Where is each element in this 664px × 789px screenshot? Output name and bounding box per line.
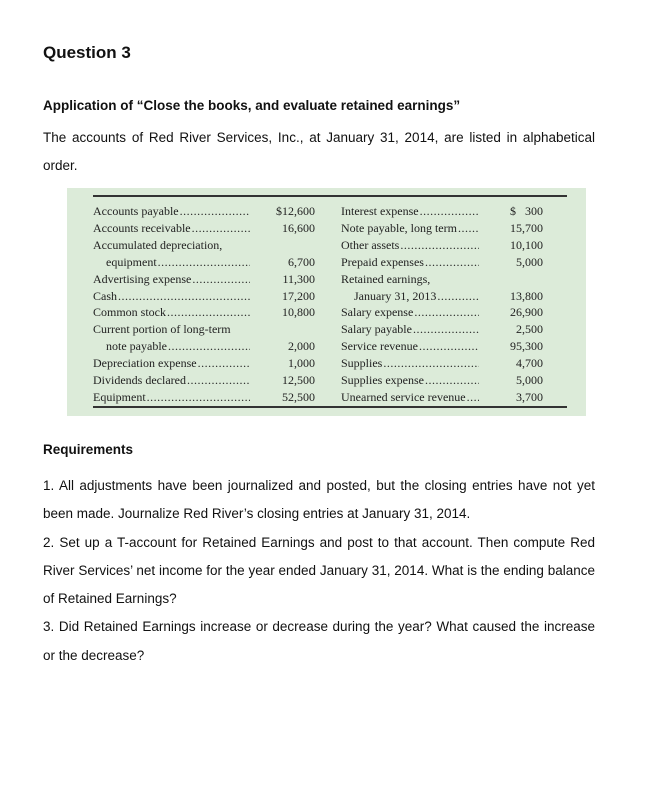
leader-dots: [192, 221, 250, 236]
account-label: [93, 356, 250, 371]
account-amount: 5,000: [516, 373, 543, 387]
account-name: Unearned service revenue: [341, 389, 466, 404]
account-name: Salary payable: [341, 322, 412, 337]
requirement-item: 1. All adjustments have been journalized and posted, but the closing entries have not yet been made. Journalize Red River’s closing entries at January 31, 2014.: [43, 478, 595, 522]
account-label: [106, 339, 250, 354]
account-label: [341, 221, 479, 236]
account-amount: $12,600: [276, 204, 315, 218]
account-amount: 13,800: [510, 288, 543, 303]
account-label: [106, 255, 250, 270]
account-label: [93, 272, 250, 287]
account-name: Supplies expense: [341, 373, 424, 387]
account-name: Cash: [93, 288, 117, 303]
account-amount: 16,600: [282, 220, 315, 235]
leader-dots: [180, 204, 250, 219]
account-name: Other assets: [341, 237, 400, 252]
account-name: Equipment: [93, 389, 146, 404]
account-amount: 1,000: [288, 356, 315, 371]
leader-dots: [192, 272, 250, 287]
leader-dots: [413, 322, 479, 337]
requirement-item: 2. Set up a T-account for Retained Earnings and post to that account. Then compute Red River Services’ net income for the year ended January 31, 2014. What is the ending balance of Retained Earnings?: [43, 534, 595, 607]
leader-dots: [420, 204, 479, 219]
account-amount: 5,000: [516, 254, 543, 269]
account-amount: 2,500: [516, 322, 543, 337]
requirement-item: 3. Did Retained Earnings increase or decrease during the year? What caused the increase or the decrease?: [43, 619, 595, 663]
leader-dots: [419, 339, 479, 354]
account-label: [341, 305, 479, 320]
account-amount: $ 300: [510, 204, 543, 218]
account-amount: 10,100: [510, 237, 543, 252]
account-name: Retained earnings,: [341, 271, 431, 286]
account-label: [354, 289, 479, 304]
account-amount: 26,900: [510, 305, 543, 320]
account-name: note payable: [106, 339, 167, 354]
account-amount: 95,300: [510, 339, 543, 354]
leader-dots: [118, 289, 250, 304]
leader-dots: [425, 255, 479, 270]
account-name: Current portion of long-term: [93, 322, 231, 337]
account-name: Interest expense: [341, 204, 419, 218]
requirements-heading: Requirements: [43, 442, 134, 457]
account-label: [341, 390, 479, 405]
account-label: [93, 289, 250, 304]
question-title: Question 3: [43, 43, 131, 62]
account-name: Depreciation expense: [93, 356, 197, 371]
account-name: Prepaid expenses: [341, 254, 424, 269]
account-name: Accumulated depreciation,: [93, 237, 223, 252]
account-label: [93, 390, 250, 405]
leader-dots: [467, 390, 479, 405]
table-bottom-rule: [93, 406, 567, 408]
account-name: Common stock: [93, 305, 167, 320]
account-amount: 11,300: [282, 271, 315, 286]
account-label: [341, 238, 479, 253]
account-label: [93, 322, 250, 337]
account-name: Accounts receivable: [93, 220, 191, 235]
leader-dots: [167, 305, 250, 320]
leader-dots: [383, 356, 479, 371]
leader-dots: [187, 373, 250, 388]
account-name: Dividends declared: [93, 373, 186, 387]
account-label: [341, 322, 479, 337]
account-amount: 10,800: [282, 305, 315, 320]
account-amount: 12,500: [282, 373, 315, 387]
account-label: [341, 356, 479, 371]
account-name: Advertising expense: [93, 271, 192, 286]
leader-dots: [458, 221, 479, 236]
account-label: [341, 255, 479, 270]
account-name: Accounts payable: [93, 204, 179, 218]
account-name: Salary expense: [341, 305, 414, 320]
table-top-rule: [93, 195, 567, 197]
account-amount: 17,200: [282, 288, 315, 303]
leader-dots: [147, 390, 250, 405]
account-label: [341, 373, 479, 388]
leader-dots: [425, 373, 479, 388]
account-label: [341, 204, 479, 219]
leader-dots: [437, 289, 479, 304]
account-name: Service revenue: [341, 339, 418, 354]
intro-paragraph: The accounts of Red River Services, Inc., at January 31, 2014, are listed in alphabetical order.: [43, 130, 595, 173]
leader-dots: [168, 339, 250, 354]
section-heading: Application of “Close the books, and evaluate retained earnings”: [43, 98, 461, 113]
leader-dots: [414, 305, 479, 320]
account-label: [93, 373, 250, 388]
account-label: [93, 221, 250, 236]
requirements-list: [43, 472, 595, 670]
account-amount: 2,000: [288, 339, 315, 354]
leader-dots: [400, 238, 479, 253]
account-label: [341, 272, 479, 287]
account-label: [93, 238, 250, 253]
account-label: [93, 204, 250, 219]
account-label: [341, 339, 479, 354]
account-amount: 15,700: [510, 220, 543, 235]
account-name: equipment: [106, 254, 157, 269]
account-name: Note payable, long term: [341, 220, 457, 235]
account-amount: 52,500: [282, 389, 315, 404]
account-label: [93, 305, 250, 320]
account-name: January 31, 2013: [354, 288, 437, 303]
account-amount: 4,700: [516, 356, 543, 371]
leader-dots: [198, 356, 250, 371]
account-name: Supplies: [341, 356, 383, 371]
leader-dots: [158, 255, 250, 270]
account-amount: 3,700: [516, 389, 543, 404]
account-amount: 6,700: [288, 254, 315, 269]
